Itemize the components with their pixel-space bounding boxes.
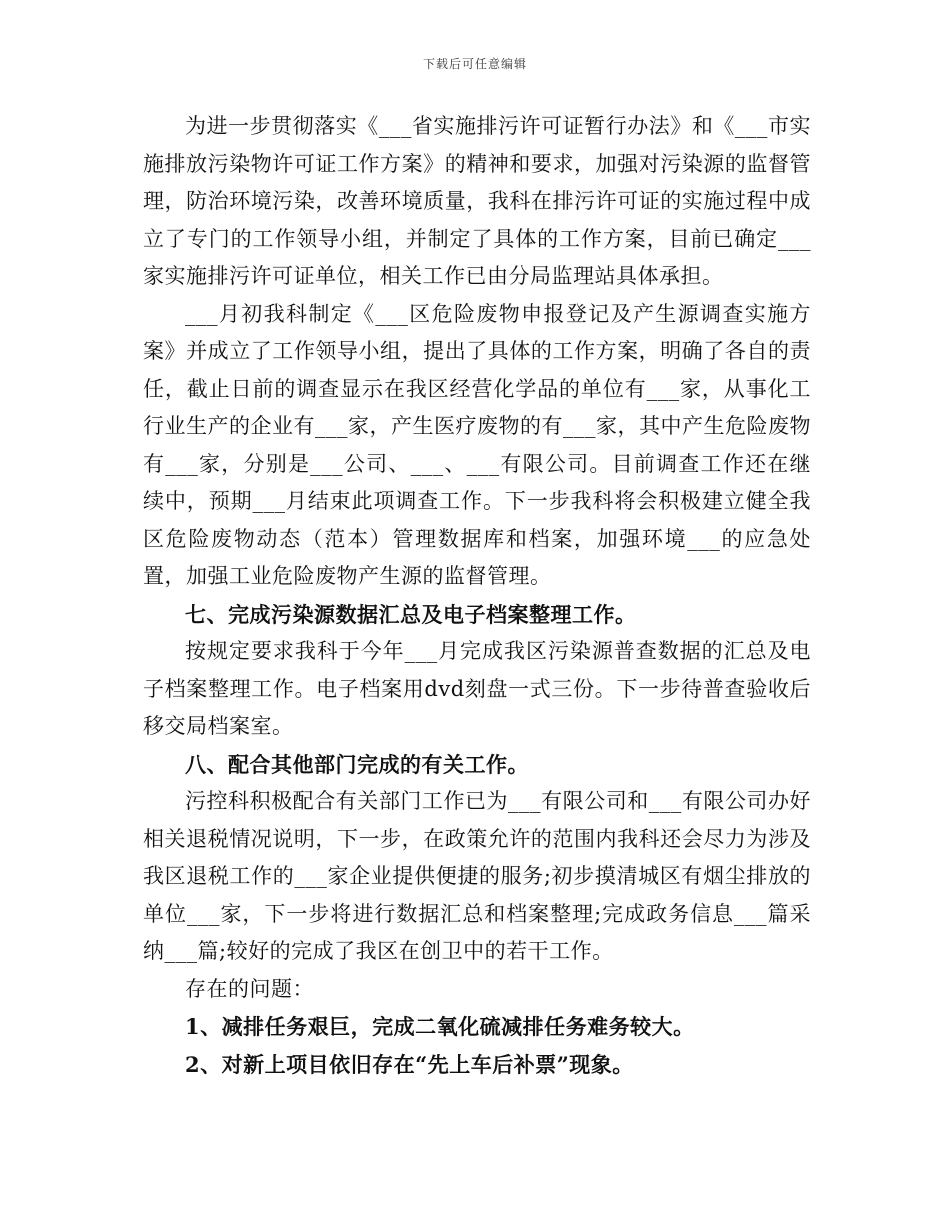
paragraph-permit-implementation: 为进一步贯彻落实《___省实施排污许可证暂行办法》和《___市实施排放污染物许可证工作方案》的精神和要求，加强对污染源的监督管理，防治环境污染，改善环境质量，我科在排污许可证的实施过程中成立了专门的工作领导小组，并制定了具体的工作方案，目前已确定___家实施排污许可证单位，相关工作已由分局监理站具体承担。 [143, 114, 811, 288]
paragraph-problems-intro: 存在的问题： [185, 976, 314, 1001]
header-note: 下载后可任意编辑 [422, 57, 527, 71]
section-heading-seven: 七、完成污染源数据汇总及电子档案整理工作。 [185, 601, 637, 627]
section-heading-eight: 八、配合其他部门完成的有关工作。 [185, 751, 529, 777]
problem-item-1: 1、减排任务艰巨，完成二氧化硫减排任务难务较大。 [185, 1014, 695, 1039]
paragraph-hazardous-waste-survey: ___月初我科制定《___区危险废物申报登记及产生源调查实施方案》并成立了工作领导小组，提出了具体的工作方案，明确了各自的责任，截止日前的调查显示在我区经营化学品的单位有___家，从事化工行业生产的企业有___家，产生医疗废物的有___家，其中产生危险废物有___家，分别是___公司、___、___有限公司。目前调查工作还在继续中，预期___月结束此项调查工作。下一步我科将会积极建立健全我区危险废物动态（范本）管理数据库和档案，加强环境___的应急处置，加强工业危险废物产生源的监督管理。 [143, 301, 811, 588]
paragraph-cooperation: 污控科积极配合有关部门工作已为___有限公司和___有限公司办好相关退税情况说明，下一步，在政策允许的范围内我科还会尽力为涉及我区退税工作的___家企业提供便捷的服务;初步摸清城区有烟尘排放的单位___家，下一步将进行数据汇总和档案整理;完成政务信息___篇采纳___篇;较好的完成了我区在创卫中的若干工作。 [143, 789, 811, 963]
problem-item-2: 2、对新上项目依旧存在“先上车后补票”现象。 [185, 1051, 634, 1077]
paragraph-data-archiving: 按规定要求我科于今年___月完成我区污染源普查数据的汇总及电子档案整理工作。电子档案用dvd刻盘一式三份。下一步待普查验收后移交局档案室。 [143, 639, 811, 738]
document-body [143, 108, 811, 1083]
